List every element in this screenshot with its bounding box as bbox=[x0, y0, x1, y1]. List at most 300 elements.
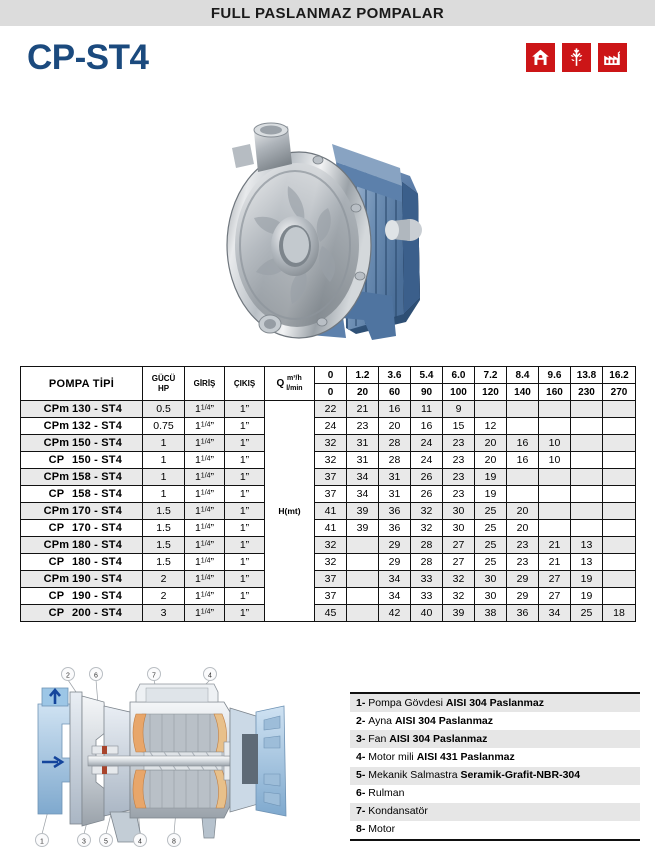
svg-text:4: 4 bbox=[208, 672, 212, 680]
cell-head-value: 32 bbox=[411, 520, 443, 537]
model-title-row bbox=[0, 26, 655, 88]
cell-head-value: 31 bbox=[347, 452, 379, 469]
cell-inlet-size: $1^{1/4}$” bbox=[185, 401, 225, 418]
pump-prefix: CP bbox=[48, 488, 65, 500]
cell-power-hp: 3 bbox=[143, 605, 185, 622]
cell-inlet-size: $1^{1/4}$” bbox=[185, 588, 225, 605]
cell-head-value: 13 bbox=[571, 537, 603, 554]
header-power-label: GÜCÜ bbox=[151, 374, 176, 384]
cell-head-value: 26 bbox=[411, 486, 443, 503]
pump-prefix: CPm bbox=[43, 403, 70, 415]
pump-prefix: CPm bbox=[43, 539, 70, 551]
table-row bbox=[21, 469, 636, 486]
cell-head-value: 29 bbox=[507, 588, 539, 605]
flow-m3h-6: 8.4 bbox=[507, 367, 539, 384]
svg-text:6: 6 bbox=[94, 672, 98, 680]
cell-head-value: 32 bbox=[411, 503, 443, 520]
legend-item-text: Motor mili bbox=[368, 750, 417, 763]
flow-lmin-6: 140 bbox=[507, 384, 539, 401]
legend-item bbox=[350, 748, 640, 766]
legend-item-material: AISI 304 Paslanmaz bbox=[394, 714, 493, 727]
cell-pump-type bbox=[21, 503, 143, 520]
cell-inlet-size: $1^{1/4}$” bbox=[185, 520, 225, 537]
cell-head-value: 39 bbox=[347, 503, 379, 520]
cell-pump-type bbox=[21, 571, 143, 588]
cell-head-value bbox=[507, 469, 539, 486]
cell-head-value: 37 bbox=[315, 571, 347, 588]
flow-m3h-9: 16.2 bbox=[603, 367, 636, 384]
cell-head-value: 24 bbox=[411, 435, 443, 452]
cell-outlet-size: 1” bbox=[225, 537, 265, 554]
cell-head-value: 23 bbox=[443, 435, 475, 452]
cell-head-value: 15 bbox=[443, 418, 475, 435]
legend-item bbox=[350, 803, 640, 821]
cell-pump-type bbox=[21, 401, 143, 418]
cell-inlet-size: $1^{1/4}$” bbox=[185, 469, 225, 486]
svg-text:5: 5 bbox=[104, 838, 108, 846]
cell-pump-type bbox=[21, 452, 143, 469]
cell-head-value: 20 bbox=[507, 503, 539, 520]
cell-head-value: 30 bbox=[475, 571, 507, 588]
legend-item-text: Kondansatör bbox=[368, 805, 428, 818]
cell-power-hp: 1.5 bbox=[143, 554, 185, 571]
house-icon bbox=[526, 43, 555, 72]
cell-head-value: 31 bbox=[347, 435, 379, 452]
pump-model-number: 130 - ST4 bbox=[71, 403, 123, 415]
cell-head-value: 28 bbox=[411, 554, 443, 571]
cell-head-value bbox=[571, 520, 603, 537]
table-row bbox=[21, 520, 636, 537]
cell-head-value: 32 bbox=[315, 554, 347, 571]
cell-head-value: 39 bbox=[443, 605, 475, 622]
cell-head-value: 25 bbox=[475, 537, 507, 554]
cell-head-value: 20 bbox=[475, 435, 507, 452]
table-row bbox=[21, 486, 636, 503]
cell-head-value: 16 bbox=[507, 435, 539, 452]
cell-head-value: 27 bbox=[443, 537, 475, 554]
table-row bbox=[21, 503, 636, 520]
pump-model-number: 170 - ST4 bbox=[71, 522, 123, 534]
flow-m3h-1: 1.2 bbox=[347, 367, 379, 384]
header-power bbox=[143, 367, 185, 401]
cell-power-hp: 1 bbox=[143, 452, 185, 469]
flow-lmin-9: 270 bbox=[603, 384, 636, 401]
header-power-unit: HP bbox=[157, 383, 170, 393]
legend-item-material: AISI 304 Paslanmaz bbox=[389, 732, 488, 745]
table-row bbox=[21, 452, 636, 469]
cell-head-value bbox=[571, 452, 603, 469]
cell-power-hp: 1.5 bbox=[143, 537, 185, 554]
cell-head-value: 31 bbox=[379, 469, 411, 486]
cell-head-value bbox=[539, 469, 571, 486]
cell-head-value bbox=[571, 469, 603, 486]
cell-head-value: 25 bbox=[475, 503, 507, 520]
cell-pump-type bbox=[21, 554, 143, 571]
flow-m3h-4: 6.0 bbox=[443, 367, 475, 384]
plant-icon bbox=[562, 43, 591, 72]
pump-prefix: CPm bbox=[43, 420, 70, 432]
cell-head-value: 37 bbox=[315, 486, 347, 503]
cell-head-value: 23 bbox=[507, 537, 539, 554]
svg-text:8: 8 bbox=[172, 838, 176, 846]
cell-power-hp: 2 bbox=[143, 588, 185, 605]
cell-outlet-size: 1” bbox=[225, 605, 265, 622]
legend-item-number: 5- bbox=[356, 769, 369, 781]
cell-power-hp: 0.75 bbox=[143, 418, 185, 435]
cell-pump-type bbox=[21, 537, 143, 554]
pump-model-number: 150 - ST4 bbox=[71, 437, 123, 449]
cell-inlet-size: $1^{1/4}$” bbox=[185, 435, 225, 452]
cell-outlet-size: 1” bbox=[225, 418, 265, 435]
application-badges bbox=[526, 43, 641, 72]
legend-item-number: 2- bbox=[356, 714, 369, 727]
cell-head-value: 9 bbox=[443, 401, 475, 418]
cell-head-value bbox=[539, 520, 571, 537]
cell-inlet-size: $1^{1/4}$” bbox=[185, 571, 225, 588]
cell-head-value bbox=[571, 503, 603, 520]
cell-head-value: 16 bbox=[411, 418, 443, 435]
cell-outlet-size: 1” bbox=[225, 571, 265, 588]
page-banner bbox=[0, 0, 655, 26]
svg-text:2: 2 bbox=[66, 672, 70, 680]
cell-head-value bbox=[571, 401, 603, 418]
cell-outlet-size: 1” bbox=[225, 452, 265, 469]
cell-outlet-size: 1” bbox=[225, 554, 265, 571]
legend-item-text: Rulman bbox=[368, 787, 405, 800]
legend-item-number: 4- bbox=[356, 750, 369, 763]
cell-outlet-size: 1” bbox=[225, 486, 265, 503]
legend-item-text: Fan bbox=[368, 732, 390, 745]
header-flow-q bbox=[265, 367, 315, 401]
cell-outlet-size: 1” bbox=[225, 469, 265, 486]
cell-head-value: 32 bbox=[315, 537, 347, 554]
table-row bbox=[21, 554, 636, 571]
cell-head-value bbox=[507, 401, 539, 418]
cell-head-value: 27 bbox=[539, 571, 571, 588]
cell-head-value bbox=[539, 486, 571, 503]
cell-inlet-size: $1^{1/4}$” bbox=[185, 452, 225, 469]
header-q-letter: Q bbox=[276, 378, 285, 389]
cell-inlet-size: $1^{1/4}$” bbox=[185, 554, 225, 571]
pump-cutaway-diagram bbox=[18, 662, 336, 852]
legend-item-text: Mekanik Salmastra bbox=[368, 769, 461, 781]
legend-item-material: AISI 431 Paslanmaz bbox=[416, 750, 515, 763]
cell-head-value: 28 bbox=[411, 537, 443, 554]
cell-pump-type bbox=[21, 418, 143, 435]
cell-outlet-size: 1” bbox=[225, 435, 265, 452]
cell-outlet-size: 1” bbox=[225, 401, 265, 418]
cell-head-value: 36 bbox=[379, 520, 411, 537]
svg-text:7: 7 bbox=[152, 672, 156, 680]
flow-m3h-8: 13.8 bbox=[571, 367, 603, 384]
cell-head-value bbox=[603, 486, 636, 503]
svg-text:3: 3 bbox=[82, 838, 86, 846]
legend-item-number: 6- bbox=[356, 787, 369, 800]
cell-head-value: 30 bbox=[443, 520, 475, 537]
cell-head-value: 20 bbox=[379, 418, 411, 435]
pump-model-number: 190 - ST4 bbox=[71, 573, 123, 585]
cell-outlet-size: 1” bbox=[225, 503, 265, 520]
legend-item-text: Ayna bbox=[368, 714, 395, 727]
cell-head-value bbox=[603, 401, 636, 418]
pump-model-number: 190 - ST4 bbox=[71, 590, 123, 602]
flow-lmin-0: 0 bbox=[315, 384, 347, 401]
cell-pump-type bbox=[21, 520, 143, 537]
pump-prefix: CP bbox=[48, 607, 65, 619]
header-unit-m3h: m³/h bbox=[287, 375, 302, 383]
cell-power-hp: 0.5 bbox=[143, 401, 185, 418]
cell-pump-type bbox=[21, 486, 143, 503]
cell-head-value: 36 bbox=[379, 503, 411, 520]
legend-item bbox=[350, 821, 640, 839]
flow-m3h-7: 9.6 bbox=[539, 367, 571, 384]
cell-pump-type bbox=[21, 469, 143, 486]
cell-inlet-size: $1^{1/4}$” bbox=[185, 503, 225, 520]
cell-head-value bbox=[603, 571, 636, 588]
cell-head-value: 25 bbox=[475, 554, 507, 571]
cell-head-value bbox=[347, 571, 379, 588]
cell-head-value: 16 bbox=[379, 401, 411, 418]
cell-head-value: 26 bbox=[411, 469, 443, 486]
cell-head-value: 41 bbox=[315, 503, 347, 520]
cell-head-value: 10 bbox=[539, 435, 571, 452]
table-row bbox=[21, 435, 636, 452]
legend-item-number: 7- bbox=[356, 805, 369, 818]
cell-head-value bbox=[603, 520, 636, 537]
legend-item bbox=[350, 694, 640, 712]
cell-head-value: 34 bbox=[379, 571, 411, 588]
cell-head-value: 20 bbox=[475, 452, 507, 469]
svg-text:4: 4 bbox=[138, 838, 142, 846]
header-row-1 bbox=[21, 367, 636, 384]
header-unit-lmin: l/min bbox=[286, 384, 303, 392]
cell-head-value: 18 bbox=[603, 605, 636, 622]
pump-model-number: 170 - ST4 bbox=[71, 505, 123, 517]
pump-prefix: CPm bbox=[43, 437, 70, 449]
cell-head-value: 32 bbox=[315, 452, 347, 469]
cell-power-hp: 1.5 bbox=[143, 520, 185, 537]
flow-m3h-0: 0 bbox=[315, 367, 347, 384]
cell-head-value: 39 bbox=[347, 520, 379, 537]
cell-head-value: 38 bbox=[475, 605, 507, 622]
callout-bottom-group bbox=[36, 834, 181, 847]
cell-head-value bbox=[603, 452, 636, 469]
cell-head-value bbox=[347, 537, 379, 554]
cell-head-value: 21 bbox=[539, 537, 571, 554]
table-row bbox=[21, 418, 636, 435]
cell-head-value: 31 bbox=[379, 486, 411, 503]
cell-head-value: 34 bbox=[539, 605, 571, 622]
flow-lmin-4: 100 bbox=[443, 384, 475, 401]
cell-head-label: H(mt) bbox=[265, 401, 315, 622]
cell-head-value bbox=[603, 435, 636, 452]
table-row bbox=[21, 401, 636, 418]
cell-head-value: 13 bbox=[571, 554, 603, 571]
cell-head-value: 24 bbox=[411, 452, 443, 469]
flow-lmin-5: 120 bbox=[475, 384, 507, 401]
cell-head-value bbox=[507, 486, 539, 503]
flow-m3h-2: 3.6 bbox=[379, 367, 411, 384]
legend-item bbox=[350, 785, 640, 803]
pump-prefix: CPm bbox=[43, 471, 70, 483]
cell-head-value: 21 bbox=[539, 554, 571, 571]
pump-prefix: CP bbox=[48, 522, 65, 534]
cell-inlet-size: $1^{1/4}$” bbox=[185, 605, 225, 622]
cell-head-value bbox=[347, 605, 379, 622]
cell-head-value: 36 bbox=[507, 605, 539, 622]
cell-power-hp: 1 bbox=[143, 469, 185, 486]
cell-head-value bbox=[347, 554, 379, 571]
cell-head-value: 42 bbox=[379, 605, 411, 622]
cell-head-value: 37 bbox=[315, 588, 347, 605]
bottom-section bbox=[0, 662, 655, 854]
legend-item-text: Pompa Gövdesi bbox=[368, 696, 446, 709]
legend-item-text: Motor bbox=[368, 823, 396, 836]
cell-head-value: 11 bbox=[411, 401, 443, 418]
cell-head-value: 16 bbox=[507, 452, 539, 469]
header-inlet: GİRİŞ bbox=[185, 367, 225, 401]
parts-legend bbox=[350, 692, 640, 841]
cell-power-hp: 1.5 bbox=[143, 503, 185, 520]
legend-bottom-rule bbox=[350, 839, 640, 841]
cell-head-value: 37 bbox=[315, 469, 347, 486]
cell-head-value: 28 bbox=[379, 435, 411, 452]
cell-head-value bbox=[603, 503, 636, 520]
pump-photo-area bbox=[0, 88, 655, 366]
table-body bbox=[21, 401, 636, 622]
pump-model-number: 158 - ST4 bbox=[71, 471, 123, 483]
cell-head-value bbox=[347, 588, 379, 605]
cell-head-value: 23 bbox=[443, 486, 475, 503]
cell-head-value: 10 bbox=[539, 452, 571, 469]
cell-head-value: 22 bbox=[315, 401, 347, 418]
cell-power-hp: 1 bbox=[143, 486, 185, 503]
cell-pump-type bbox=[21, 588, 143, 605]
cell-pump-type bbox=[21, 605, 143, 622]
cell-outlet-size: 1” bbox=[225, 520, 265, 537]
cell-head-value: 21 bbox=[347, 401, 379, 418]
cell-head-value: 23 bbox=[507, 554, 539, 571]
table-header bbox=[21, 367, 636, 401]
header-pump-type: POMPA TİPİ bbox=[21, 367, 143, 401]
pump-photo bbox=[196, 90, 458, 352]
cell-head-value: 33 bbox=[411, 571, 443, 588]
cell-head-value bbox=[571, 418, 603, 435]
cell-head-value bbox=[475, 401, 507, 418]
cell-head-value bbox=[539, 418, 571, 435]
cell-head-value: 28 bbox=[379, 452, 411, 469]
cell-head-value: 34 bbox=[379, 588, 411, 605]
banner-title: FULL PASLANMAZ POMPALAR bbox=[210, 4, 445, 22]
cell-head-value: 19 bbox=[475, 486, 507, 503]
cell-head-value: 27 bbox=[443, 554, 475, 571]
legend-item-material: Seramik-Grafit-NBR-304 bbox=[460, 769, 581, 781]
cell-head-value: 27 bbox=[539, 588, 571, 605]
cell-head-value: 23 bbox=[347, 418, 379, 435]
cell-head-value: 19 bbox=[571, 571, 603, 588]
cell-head-value bbox=[603, 554, 636, 571]
cell-power-hp: 2 bbox=[143, 571, 185, 588]
cell-head-value: 32 bbox=[315, 435, 347, 452]
cell-head-value: 29 bbox=[379, 554, 411, 571]
cell-head-value: 20 bbox=[507, 520, 539, 537]
flow-lmin-7: 160 bbox=[539, 384, 571, 401]
pump-prefix: CPm bbox=[43, 573, 70, 585]
legend-item bbox=[350, 767, 640, 785]
table-row bbox=[21, 588, 636, 605]
cell-head-value bbox=[539, 401, 571, 418]
page-title: CP-ST4 bbox=[27, 37, 149, 77]
svg-text:1: 1 bbox=[40, 838, 44, 846]
cell-head-value: 33 bbox=[411, 588, 443, 605]
legend-item bbox=[350, 712, 640, 730]
cell-head-value: 29 bbox=[379, 537, 411, 554]
cell-inlet-size: $1^{1/4}$” bbox=[185, 418, 225, 435]
pump-prefix: CP bbox=[48, 454, 65, 466]
cell-pump-type bbox=[21, 435, 143, 452]
table-row bbox=[21, 605, 636, 622]
table-row bbox=[21, 537, 636, 554]
pump-prefix: CPm bbox=[43, 505, 70, 517]
flow-m3h-5: 7.2 bbox=[475, 367, 507, 384]
legend-item-material: AISI 304 Paslanmaz bbox=[445, 696, 544, 709]
cell-head-value: 24 bbox=[315, 418, 347, 435]
legend-list bbox=[350, 694, 640, 839]
cell-head-value: 19 bbox=[571, 588, 603, 605]
legend-item-number: 3- bbox=[356, 732, 369, 745]
flow-lmin-3: 90 bbox=[411, 384, 443, 401]
cell-head-value: 30 bbox=[475, 588, 507, 605]
cell-inlet-size: $1^{1/4}$” bbox=[185, 486, 225, 503]
cell-head-value: 32 bbox=[443, 571, 475, 588]
specification-table-zone bbox=[0, 366, 655, 622]
cell-head-value: 23 bbox=[443, 469, 475, 486]
cell-outlet-size: 1” bbox=[225, 588, 265, 605]
cell-head-value: 34 bbox=[347, 469, 379, 486]
callout-top-group bbox=[62, 668, 217, 681]
cell-head-value: 41 bbox=[315, 520, 347, 537]
legend-item bbox=[350, 730, 640, 748]
cell-head-value bbox=[603, 588, 636, 605]
cell-inlet-size: $1^{1/4}$” bbox=[185, 537, 225, 554]
factory-icon bbox=[598, 43, 627, 72]
pump-model-number: 180 - ST4 bbox=[71, 556, 123, 568]
legend-item-number: 8- bbox=[356, 823, 369, 836]
cell-head-value bbox=[603, 537, 636, 554]
cell-head-value: 30 bbox=[443, 503, 475, 520]
cell-head-value bbox=[539, 503, 571, 520]
header-outlet: ÇIKIŞ bbox=[225, 367, 265, 401]
legend-item-number: 1- bbox=[356, 696, 369, 709]
cell-head-value: 29 bbox=[507, 571, 539, 588]
cell-head-value bbox=[603, 418, 636, 435]
flow-lmin-2: 60 bbox=[379, 384, 411, 401]
pump-model-number: 180 - ST4 bbox=[71, 539, 123, 551]
pump-prefix: CP bbox=[48, 556, 65, 568]
cell-head-value: 19 bbox=[475, 469, 507, 486]
cell-head-value: 23 bbox=[443, 452, 475, 469]
cell-head-value bbox=[603, 469, 636, 486]
pump-model-number: 158 - ST4 bbox=[71, 488, 123, 500]
specification-table bbox=[20, 366, 636, 622]
cell-head-value: 25 bbox=[571, 605, 603, 622]
pump-model-number: 150 - ST4 bbox=[71, 454, 123, 466]
cell-power-hp: 1 bbox=[143, 435, 185, 452]
table-row bbox=[21, 571, 636, 588]
cell-head-value bbox=[571, 435, 603, 452]
cell-head-value bbox=[571, 486, 603, 503]
flow-m3h-3: 5.4 bbox=[411, 367, 443, 384]
